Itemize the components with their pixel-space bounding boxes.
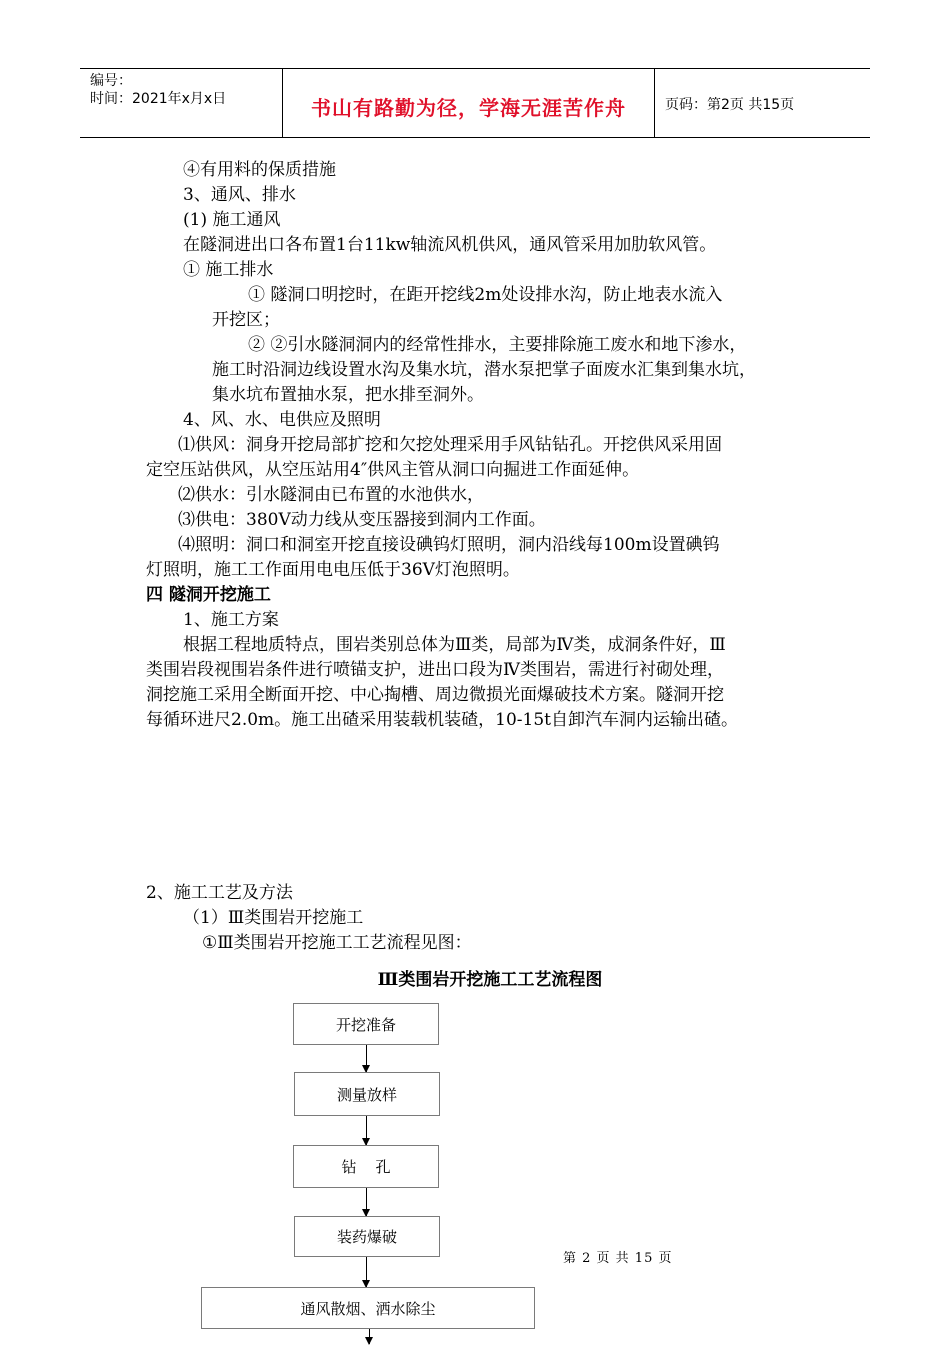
text-line: 3、通风、排水 xyxy=(183,185,296,205)
text-line: 开挖区； xyxy=(212,310,280,330)
serial-label: 编号： xyxy=(90,73,132,89)
flow-step-prepare: 开挖准备 xyxy=(293,1003,439,1045)
text-line: 类围岩段视围岩条件进行喷锚支护，进出口段为Ⅳ类围岩，需进行衬砌处理， xyxy=(146,660,724,680)
text-line: 4、风、水、电供应及照明 xyxy=(183,410,381,430)
page-number: 第 2 页 共 15 页 xyxy=(563,1251,673,1266)
section-heading: 四 隧洞开挖施工 xyxy=(146,585,271,605)
header-page-info: 页码：第2页 共15页 xyxy=(665,97,795,113)
header-meta-cell xyxy=(80,69,283,137)
text-line: 施工时沿洞边线设置水沟及集水坑，潜水泵把掌子面废水汇集到集水坑， xyxy=(212,360,756,380)
flow-arrow xyxy=(366,1188,367,1216)
text-line: 2、施工工艺及方法 xyxy=(146,883,293,903)
text-line: 1、施工方案 xyxy=(183,610,279,630)
text-line: 集水坑布置抽水泵，把水排至洞外。 xyxy=(212,385,484,405)
header-motto-cell xyxy=(283,69,655,137)
text-line: ⑶供电：380V动力线从变压器接到洞内工作面。 xyxy=(178,510,546,530)
text-line: 在隧洞进出口各布置1台11kw轴流风机供风，通风管采用加肋软风管。 xyxy=(183,235,717,255)
flow-step-drilling: 钻 孔 xyxy=(293,1145,439,1188)
flow-arrow xyxy=(369,1329,370,1344)
flow-step-survey: 测量放样 xyxy=(294,1072,440,1116)
text-line: 定空压站供风，从空压站用4″供风主管从洞口向掘进工作面延伸。 xyxy=(146,460,640,480)
text-line: ① 隧洞口明挖时，在距开挖线2m处设排水沟，防止地表水流入 xyxy=(248,285,723,305)
flow-arrow xyxy=(366,1116,367,1145)
text-line: ① 施工排水 xyxy=(183,260,274,280)
text-line: ④有用料的保质措施 xyxy=(183,160,336,180)
text-line: 根据工程地质特点，围岩类别总体为Ⅲ类，局部为Ⅳ类，成洞条件好，Ⅲ xyxy=(183,635,726,655)
text-line: ⑵供水：引水隧洞由已布置的水池供水， xyxy=(178,485,484,505)
flowchart-title: Ⅲ类围岩开挖施工工艺流程图 xyxy=(377,970,603,990)
text-line: ⑷照明：洞口和洞室开挖直接设碘钨灯照明，洞内沿线每100m设置碘钨 xyxy=(178,535,720,555)
header-motto: 书山有路勤为径，学海无涯苦作舟 xyxy=(311,96,626,120)
text-line: （1）Ⅲ类围岩开挖施工 xyxy=(183,908,364,928)
document-header xyxy=(80,68,870,138)
flow-arrow xyxy=(366,1257,367,1287)
header-page-cell xyxy=(655,69,870,137)
text-line: ①Ⅲ类围岩开挖施工工艺流程见图： xyxy=(202,933,472,953)
text-line: 灯照明，施工工作面用电电压低于36V灯泡照明。 xyxy=(146,560,520,580)
text-line: (1) 施工通风 xyxy=(183,210,281,230)
time-label: 时间：2021年x月x日 xyxy=(90,91,227,107)
text-line: 洞挖施工采用全断面开挖、中心掏槽、周边微损光面爆破技术方案。隧洞开挖 xyxy=(146,685,724,705)
text-line: ⑴供风：洞身开挖局部扩挖和欠挖处理采用手风钻钻孔。开挖供风采用固 xyxy=(178,435,722,455)
flow-arrow xyxy=(366,1045,367,1072)
flow-step-blasting: 装药爆破 xyxy=(294,1216,440,1257)
flow-step-ventilation: 通风散烟、洒水除尘 xyxy=(201,1287,535,1329)
text-line: 每循环进尺2.0m。施工出碴采用装载机装碴，10-15t自卸汽车洞内运输出碴。 xyxy=(146,710,738,730)
text-line: ② ②引水隧洞洞内的经常性排水，主要排除施工废水和地下渗水， xyxy=(248,335,747,355)
